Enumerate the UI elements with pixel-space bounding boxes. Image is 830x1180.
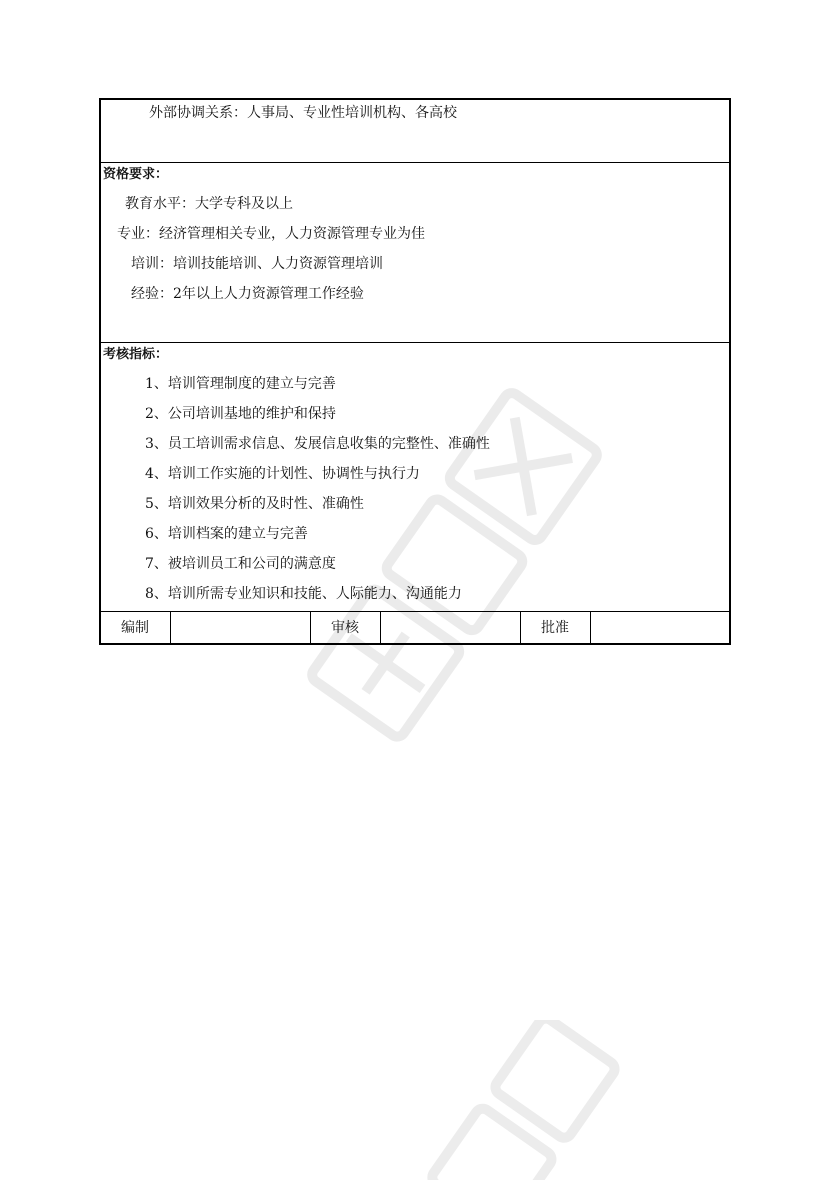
major-requirement: 专业：经济管理相关专业，人力资源管理专业为佳 — [117, 226, 425, 242]
approved-value-cell[interactable] — [591, 612, 729, 643]
kpi-item: 8、培训所需专业知识和技能、人际能力、沟通能力 — [145, 586, 462, 602]
external-relations-text: 外部协调关系：人事局、专业性培训机构、各高校 — [149, 105, 457, 121]
kpi-item: 2、公司培训基地的维护和保持 — [145, 406, 336, 422]
job-description-table — [99, 98, 731, 645]
reviewed-label-cell — [311, 612, 381, 643]
kpi-item: 5、培训效果分析的及时性、准确性 — [145, 496, 364, 512]
kpi-item: 6、培训档案的建立与完善 — [145, 526, 308, 542]
reviewed-label: 审核 — [331, 620, 359, 636]
kpi-item: 3、员工培训需求信息、发展信息收集的完整性、准确性 — [145, 436, 490, 452]
signoff-row — [101, 612, 729, 643]
kpi-item: 7、被培训员工和公司的满意度 — [145, 556, 336, 572]
kpi-item: 1、培训管理制度的建立与完善 — [145, 376, 336, 392]
approved-label: 批准 — [541, 620, 569, 636]
watermark-logo-bottom — [380, 1020, 680, 1180]
external-relations-section — [101, 100, 729, 163]
training-requirement: 培训：培训技能培训、人力资源管理培训 — [131, 256, 383, 272]
approved-label-cell — [521, 612, 591, 643]
prepared-value-cell[interactable] — [171, 612, 311, 643]
kpi-heading: 考核指标： — [103, 347, 169, 362]
qualifications-heading: 资格要求： — [103, 167, 169, 182]
kpi-item: 4、培训工作实施的计划性、协调性与执行力 — [145, 466, 420, 482]
experience-requirement: 经验：2年以上人力资源管理工作经验 — [131, 286, 364, 302]
reviewed-value-cell[interactable] — [381, 612, 521, 643]
qualifications-section — [101, 163, 729, 343]
kpi-section — [101, 343, 729, 612]
prepared-label: 编制 — [121, 620, 149, 636]
prepared-label-cell — [101, 612, 171, 643]
education-requirement: 教育水平：大学专科及以上 — [125, 196, 293, 212]
